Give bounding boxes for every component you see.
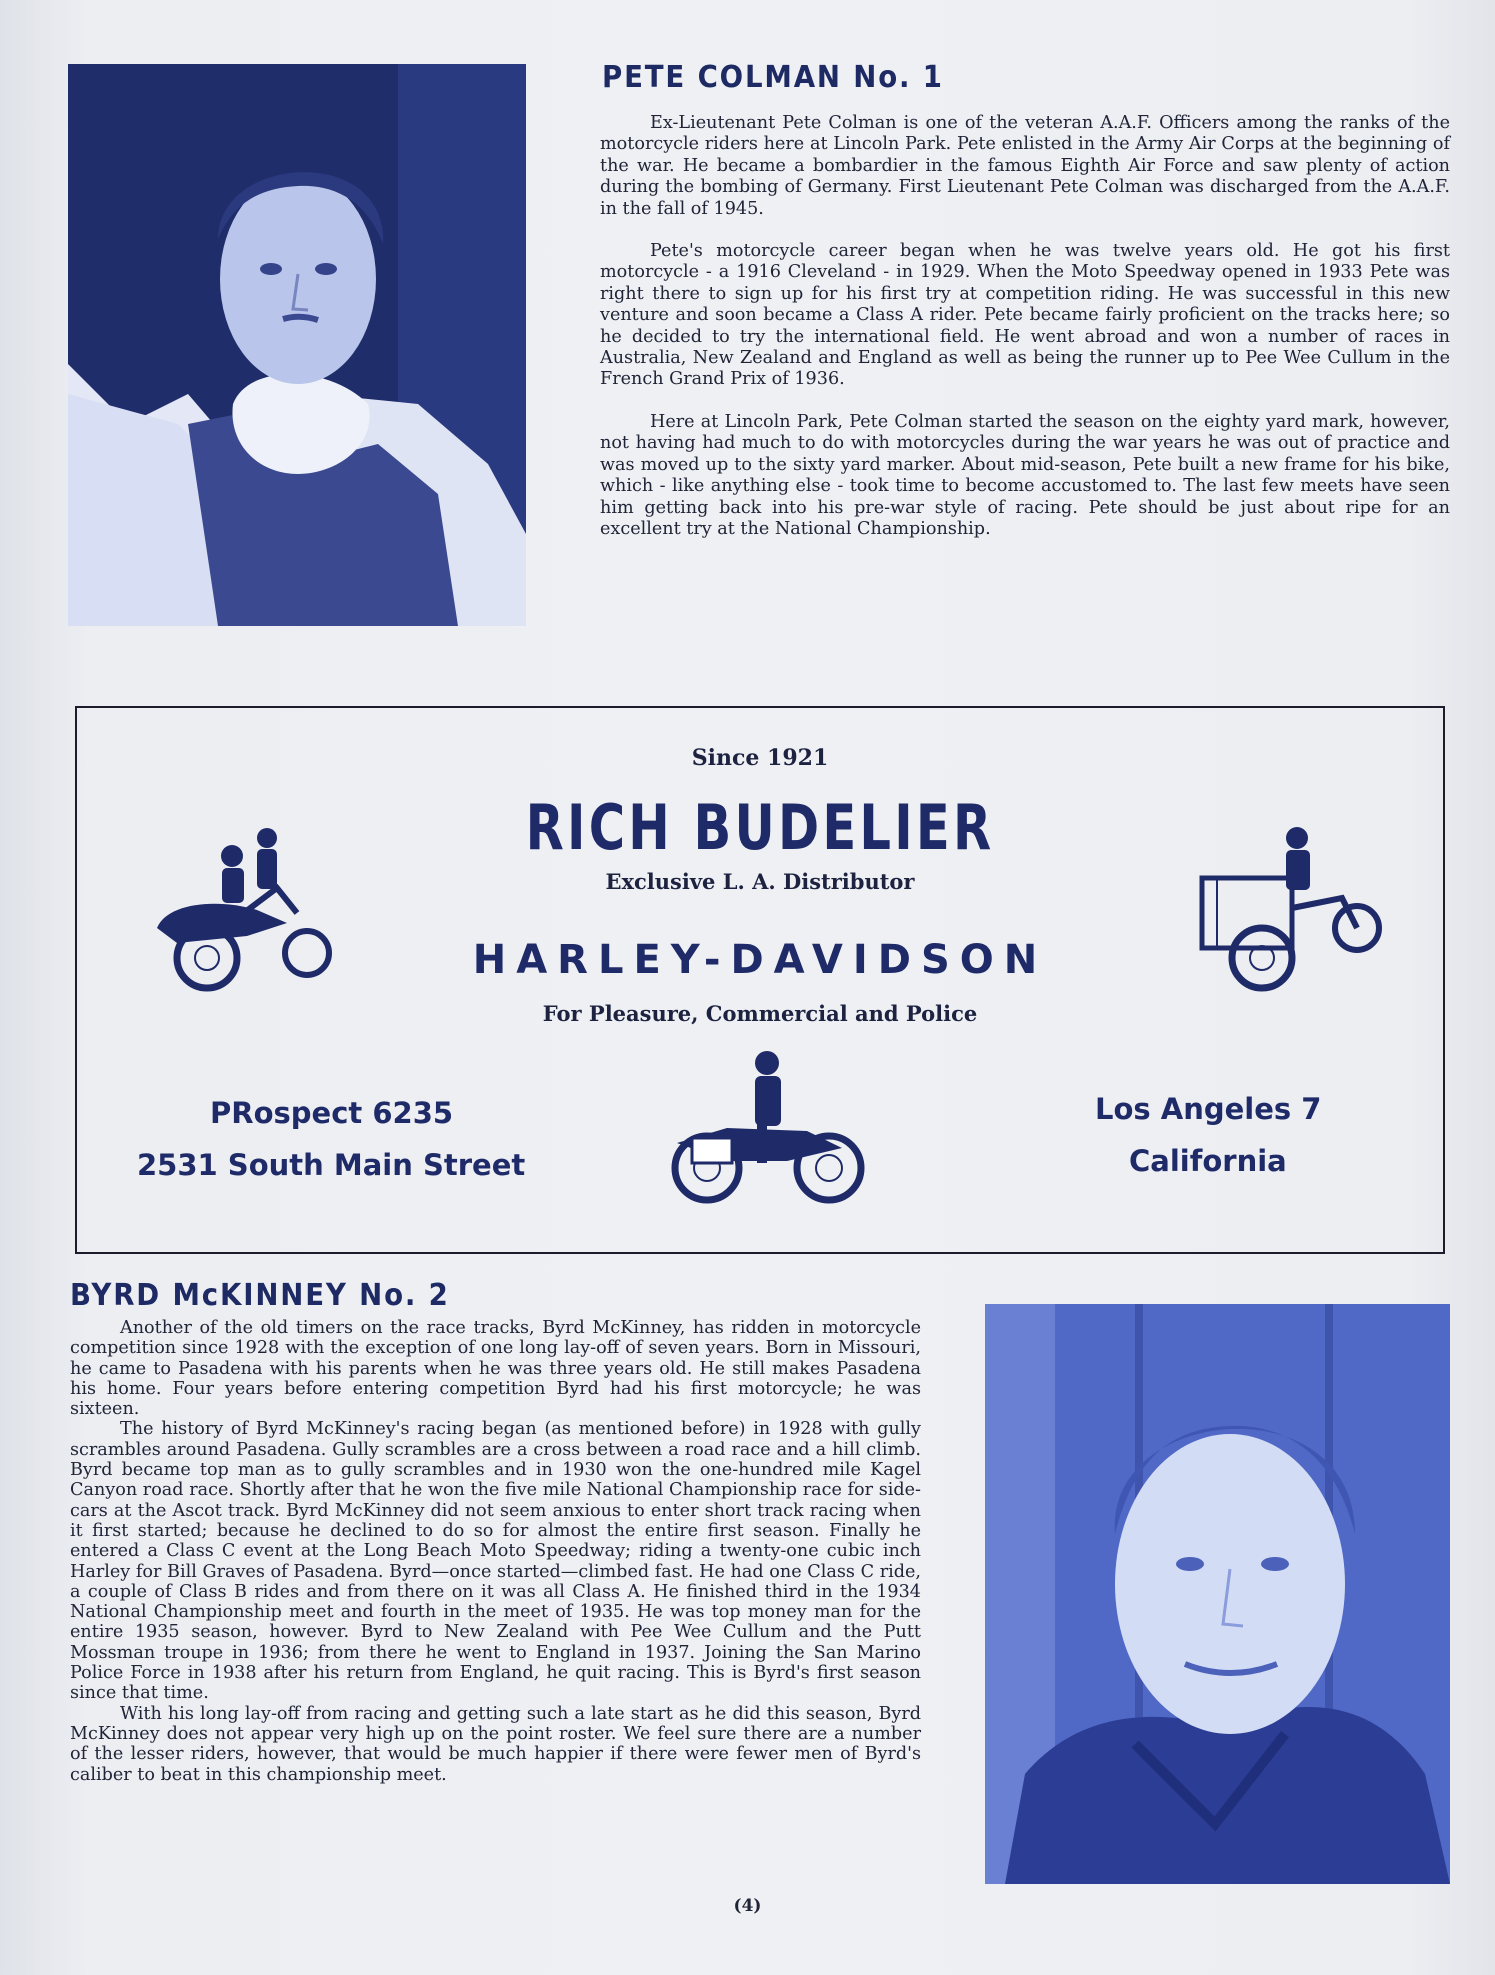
rich-budelier-advertisement: [75, 706, 1445, 1254]
pete-colman-bio: [600, 113, 1450, 540]
ad-state: California: [1129, 1144, 1287, 1178]
bio-paragraph: Ex-Lieutenant Pete Colman is one of the veteran A.A.F. Officers among the ranks of the motorcycle riders here at Lincoln Park. Pete enlisted in the Army Air Corps at the beginning of the war. He became a bombardier in the famous Eighth Air Force and saw plenty of action during the bombing of Germany. First Lieutenant Pete Colman was discharged from the A.A.F. in the fall of 1945.: [600, 113, 1450, 219]
bio-paragraph: Pete's motorcycle career began when he was twelve years old. He got his first motorcycle - a 1916 Cleveland - in 1929. When the Moto Speedway opened in 1933 Pete was right there to sign up for his first try at competition riding. He was successful in this new venture and soon became a Class A rider. Pete became fairly proficient on the tracks here; so he decided to try the international field. He went abroad and won a number of races in Australia, New Zealand and England as well as being the runner up to Pee Wee Cullum in the French Grand Prix of 1936.: [600, 241, 1450, 390]
bio-paragraph: The history of Byrd McKinney's racing began (as mentioned before) in 1928 with gully scrambles around Pasadena. Gully scrambles are a cross between a road race and a hill climb. Byrd became top man as to gully scrambles and in 1930 won the one-hundred mile Kagel Canyon road race. Shortly after that he won the five mile National Championship race for side-cars at the Ascot track. Byrd McKinney did not seem anxious to enter short track racing when it first started; because he declined to do so for almost the entire first season. Finally he entered a Class C event at the Long Beach Moto Speedway; riding a twenty-one cubic inch Harley for Bill Graves of Pasadena. Byrd—once started—climbed fast. He had one Class C ride, a couple of Class B rides and from there on it was all Class A. He finished third in the 1934 National Championship meet and fourth in the meet of 1935. He was top money man for the entire 1935 season, however. Byrd to New Zealand with Pee Wee Cullum and the Putt Mossman troupe in 1936; from there he went to England in 1937. Joining the San Marino Police Force in 1938 after his return from England, he quit racing. This is Byrd's first season since that time.: [70, 1419, 921, 1704]
pete-colman-photo: [68, 64, 526, 626]
ad-since-line: Since 1921: [691, 745, 829, 771]
bio-paragraph: Another of the old timers on the race tracks, Byrd McKinney, has ridden in motorcycle competition since 1928 with the exception of one long lay-off of seven years. Born in Missouri, he came to Pasadena with his parents when he was three years old. He still makes Pasadena his home. Four years before entering competition Byrd had his first motorcycle; he was sixteen.: [70, 1318, 921, 1420]
delivery-trike-icon: [1192, 818, 1392, 998]
ad-product-name: HARLEY-DAVIDSON: [472, 937, 1048, 983]
police-motorcycle-icon: [667, 1043, 867, 1208]
bio-paragraph: Here at Lincoln Park, Pete Colman started the season on the eighty yard mark, however, not having had much to do with motorcycles during the war years he was out of practice and was moved up to the sixty yard marker. About mid-season, Pete built a new frame for his bike, which - like anything else - took time to become accustomed to. The last few meets have seen him getting back into his pre-war style of racing. Pete should be just about ripe for an excellent try at the National Championship.: [600, 411, 1450, 539]
byrd-mckinney-heading: BYRD McKINNEY No. 2: [70, 1278, 450, 1313]
ad-city: Los Angeles 7: [1095, 1092, 1322, 1126]
ad-distributor-line: Exclusive L. A. Distributor: [605, 869, 915, 894]
ad-street-address: 2531 South Main Street: [137, 1148, 526, 1182]
page-number: (4): [733, 1896, 762, 1916]
pete-colman-heading: PETE COLMAN No. 1: [602, 60, 944, 95]
bio-paragraph: With his long lay-off from racing and getting such a late start as he did this season, Byrd McKinney does not appear very high up on the point roster. We feel sure there are a number of the lesser riders, however, that would be much happier if there were fewer men of Byrd's caliber to beat in this championship meet.: [70, 1703, 921, 1785]
ad-phone: PRospect 6235: [210, 1096, 454, 1130]
byrd-mckinney-bio: [70, 1318, 921, 1785]
ad-brand-name: RICH BUDELIER: [525, 791, 995, 864]
sidecar-motorcycle-icon: [137, 818, 347, 998]
byrd-mckinney-photo: [985, 1304, 1450, 1884]
ad-tagline: For Pleasure, Commercial and Police: [542, 1001, 978, 1026]
